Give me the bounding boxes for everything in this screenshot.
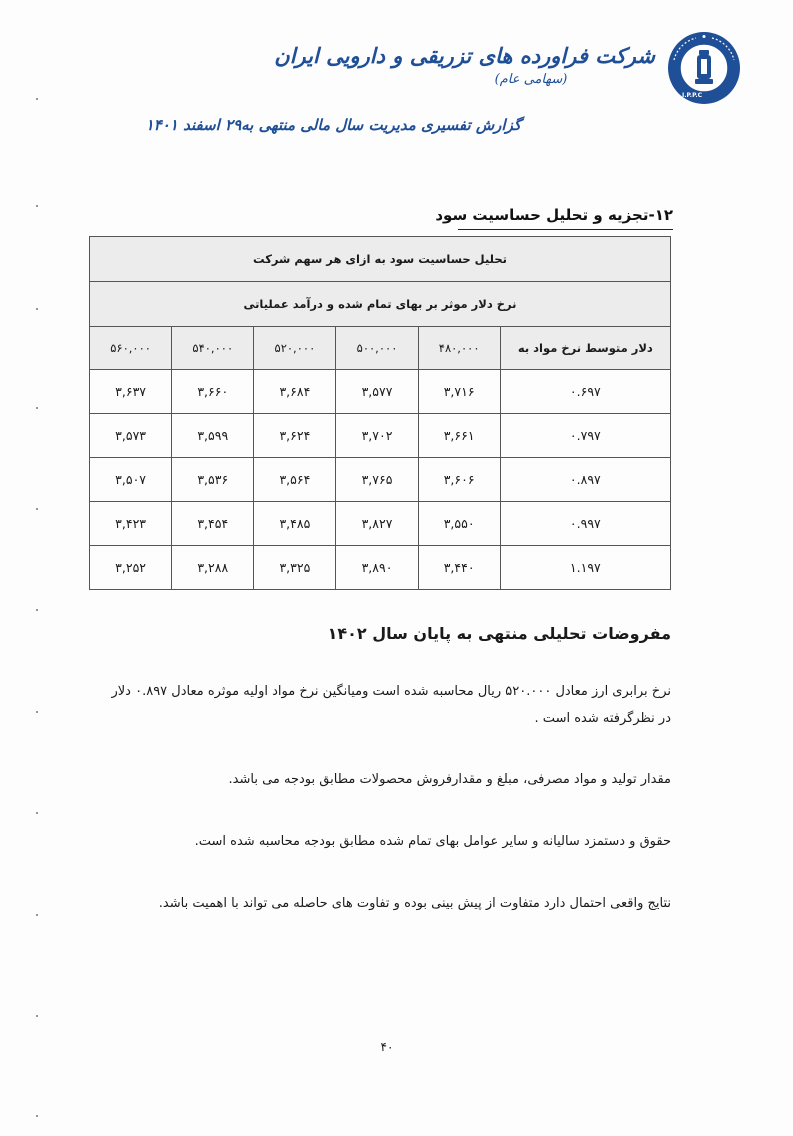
margin-mark [36,205,38,207]
table-row [90,414,671,458]
assumption-paragraph: مقدار تولید و مواد مصرفی، مبلغ و مقدارفروش محصولات مطابق بودجه می باشد. [228,772,671,787]
value-cell: ۳,۴۸۵ [254,502,336,546]
value-cell: ۳,۵۹۹ [172,414,254,458]
table-title: تحلیل حساسیت سود به ازای هر سهم شرکت [90,237,671,282]
page-number: ۴۰ [380,1040,394,1054]
value-cell: ۳,۴۵۴ [172,502,254,546]
rate-cell: ۱.۱۹۷ [500,546,670,590]
rate-cell: ۰.۶۹۷ [500,370,670,414]
value-cell: ۳,۶۲۴ [254,414,336,458]
value-cell: ۳,۵۷۳ [90,414,172,458]
margin-mark [36,1115,38,1117]
rate-cell: ۰.۷۹۷ [500,414,670,458]
assumption-paragraph: نتایج واقعی احتمال دارد متفاوت از پیش بینی بوده و تفاوت های حاصله می تواند با اهمیت باشد. [158,896,671,911]
sensitivity-table [89,236,671,590]
value-cell: ۳,۶۶۰ [172,370,254,414]
value-cell: ۳,۷۶۵ [336,458,418,502]
value-cell: ۳,۴۲۳ [90,502,172,546]
value-cell: ۳,۳۲۵ [254,546,336,590]
value-cell: ۳,۷۰۲ [336,414,418,458]
value-cell: ۳,۶۰۶ [418,458,500,502]
column-header: ۵۶۰,۰۰۰ [90,327,172,370]
margin-mark [36,711,38,713]
margin-mark [36,609,38,611]
company-logo [666,30,742,106]
column-header: ۵۲۰,۰۰۰ [254,327,336,370]
report-title: گزارش تفسیری مدیریت سال مالی منتهی به۲۹ اسفند ۱۴۰۱ [145,116,521,134]
assumption-paragraph: نرخ برابری ارز معادل ۵۲۰.۰۰۰ ریال محاسبه شده است ومیانگین نرخ مواد اولیه موثره معادل ۰.۸۹۷ دلار در نظرگرفته شده است . [111,684,671,726]
value-cell: ۳,۴۴۰ [418,546,500,590]
rate-cell: ۰.۹۹۷ [500,502,670,546]
margin-mark [36,98,38,100]
value-cell: ۳,۶۸۴ [254,370,336,414]
table-row [90,502,671,546]
table-header-row [90,327,671,370]
table-row [90,370,671,414]
company-type: (سهامی عام) [494,72,568,87]
value-cell: ۳,۵۳۶ [172,458,254,502]
value-cell: ۳,۵۷۷ [336,370,418,414]
margin-mark [36,812,38,814]
value-cell: ۳,۸۲۷ [336,502,418,546]
assumption-paragraph: حقوق و دستمزد سالیانه و سایر عوامل بهای تمام شده مطابق بودجه محاسبه شده است. [194,834,671,849]
value-cell: ۳,۵۰۷ [90,458,172,502]
margin-mark [36,1015,38,1017]
column-header: ۵۴۰,۰۰۰ [172,327,254,370]
value-cell: ۳,۶۶۱ [418,414,500,458]
table-row [90,546,671,590]
margin-mark [36,914,38,916]
margin-mark [36,407,38,409]
margin-mark [36,308,38,310]
value-cell: ۳,۵۵۰ [418,502,500,546]
table-subtitle: نرخ دلار موثر بر بهای تمام شده و درآمد عملیاتی [90,282,671,327]
column-header: ۵۰۰,۰۰۰ [336,327,418,370]
value-cell: ۳,۷۱۶ [418,370,500,414]
company-name: شرکت فراورده های تزریقی و دارویی ایران [274,43,655,68]
assumptions-heading: مفروضات تحلیلی منتهی به پایان سال ۱۴۰۲ [327,624,671,643]
rate-cell: ۰.۸۹۷ [500,458,670,502]
logo-ring-letters: I.P.P.C [682,92,703,99]
section-heading-underline [458,229,673,230]
corner-header: دلار متوسط نرخ مواد به [500,327,670,370]
table-title-row [90,237,671,282]
value-cell: ۳,۲۸۸ [172,546,254,590]
value-cell: ۳,۶۳۷ [90,370,172,414]
column-header: ۴۸۰,۰۰۰ [418,327,500,370]
value-cell: ۳,۵۶۴ [254,458,336,502]
value-cell: ۳,۲۵۲ [90,546,172,590]
margin-mark [36,508,38,510]
section-heading: ۱۲-تجزیه و تحلیل حساسیت سود [435,206,673,224]
table-row [90,458,671,502]
value-cell: ۳,۸۹۰ [336,546,418,590]
table-subtitle-row [90,282,671,327]
